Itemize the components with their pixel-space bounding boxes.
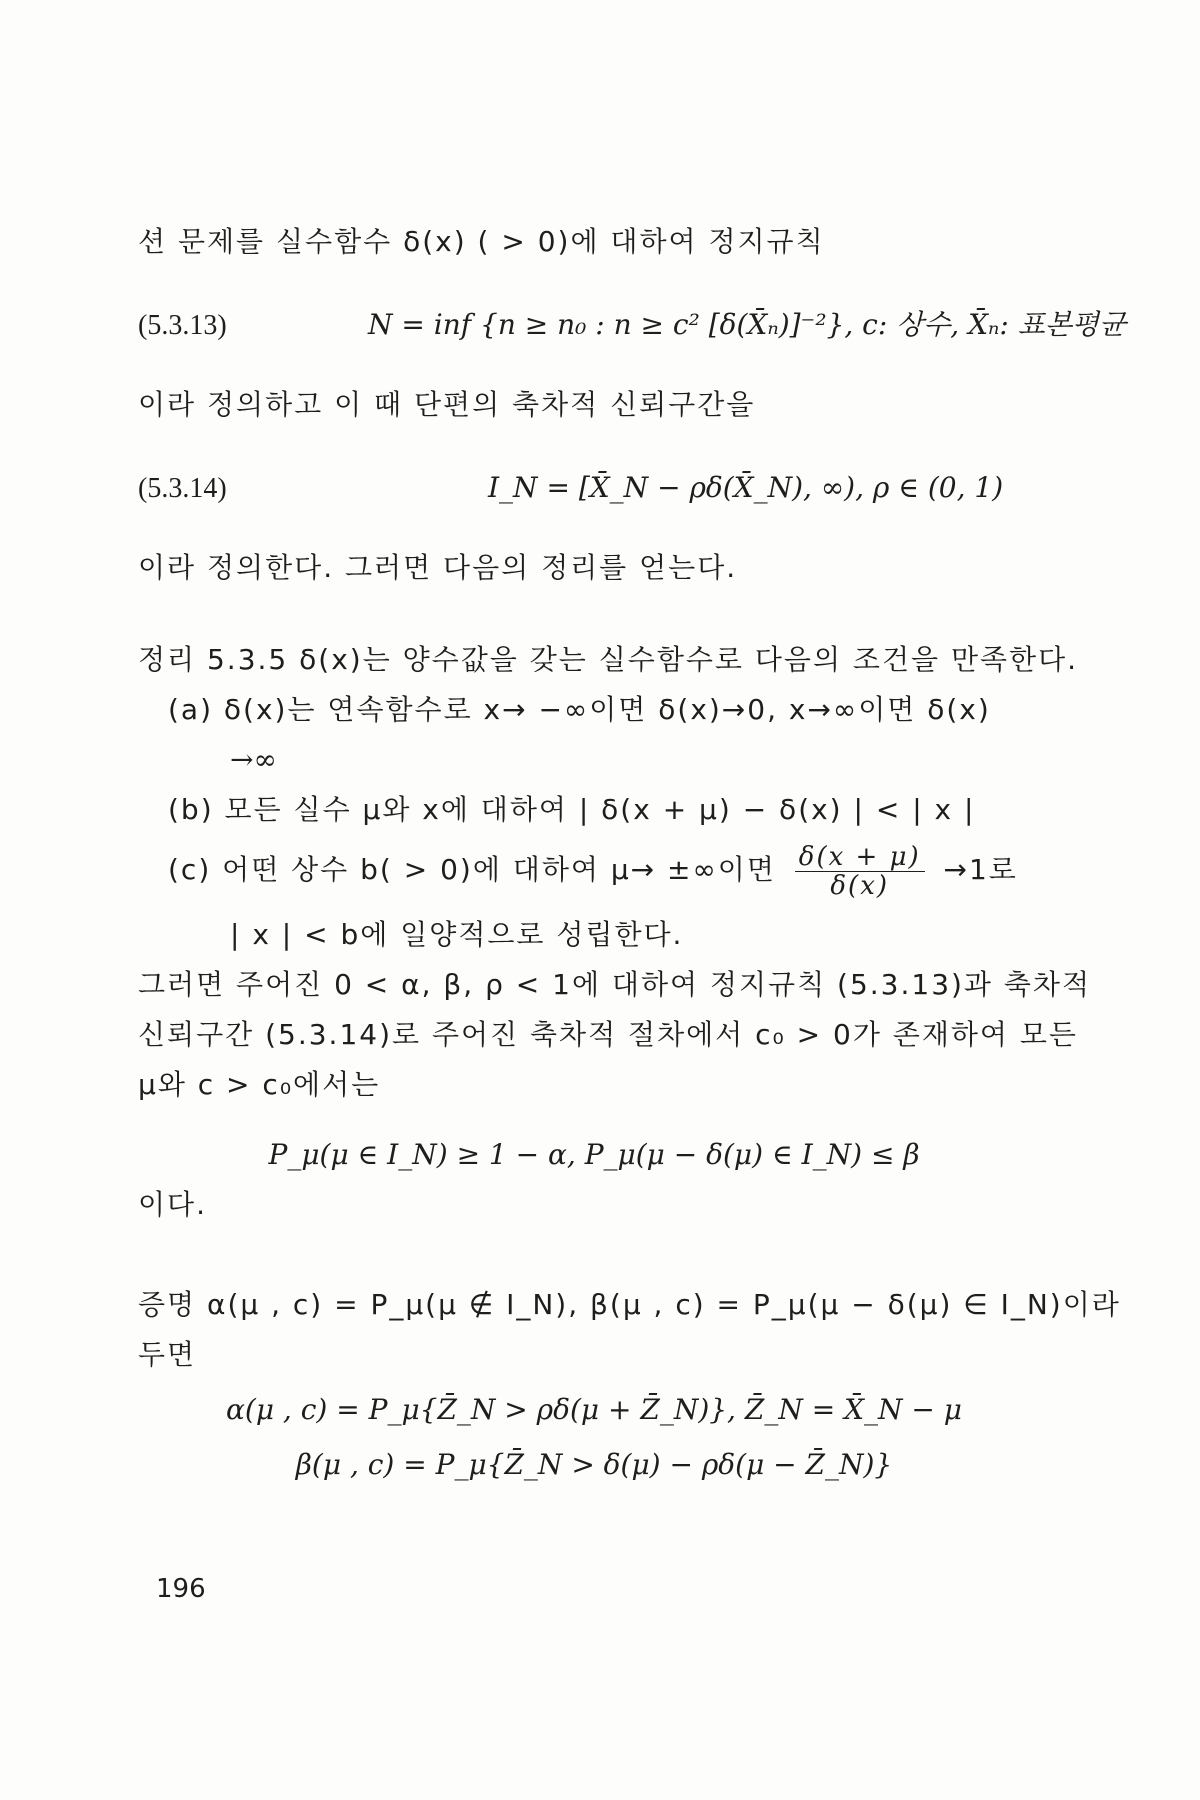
proof-line-1: 증명 α(μ , c) = P_μ(μ ∉ I_N), β(μ , c) = P_μ(μ − δ(μ) ∈ I_N)이라 — [138, 1288, 1121, 1321]
equation-beta: β(μ , c) = P_μ{Z̄_N > δ(μ) − ρδ(μ − Z̄_N)} — [295, 1448, 893, 1481]
text-line-5: 이라 정의한다. 그러면 다음의 정리를 얻는다. — [138, 551, 738, 584]
equation-body: N = inf {n ≥ n₀ : n ≥ c² [δ(X̄ₙ)]⁻²}, c: 상수, X̄ₙ: 표본평균 — [368, 308, 1126, 341]
equation-5-3-14 — [138, 468, 1050, 509]
condition-c-text: (c) 어떤 상수 b( > 0)에 대하여 μ→ ±∞이면 — [168, 853, 776, 886]
paragraph-line-4: 이다. — [138, 1188, 207, 1221]
equation-body: I_N = [X̄_N − ρδ(X̄_N), ∞), ρ ∈ (0, 1) — [488, 471, 1004, 504]
text-line-3: 이라 정의하고 이 때 단편의 축차적 신뢰구간을 — [138, 388, 756, 421]
fraction-denominator: δ(x) — [830, 870, 890, 901]
equation-5-3-13 — [138, 305, 1126, 346]
condition-b: (b) 모든 실수 μ와 x에 대하여 | δ(x + μ) − δ(x) | < | x | — [168, 793, 976, 826]
condition-a-cont: →∞ — [230, 743, 277, 776]
condition-c-cont: | x | < b에 일양적으로 성립한다. — [230, 918, 684, 951]
fraction-numerator: δ(x + μ) — [795, 843, 925, 872]
equation-probabilities: P_μ(μ ∈ I_N) ≥ 1 − α, P_μ(μ − δ(μ) ∈ I_N) ≤ β — [268, 1138, 920, 1171]
proof-line-2: 두면 — [138, 1338, 197, 1371]
paragraph-line-1: 그러면 주어진 0 < α, β, ρ < 1에 대하여 정지규칙 (5.3.13)과 축차적 — [138, 968, 1092, 1001]
text-line-1: 션 문제를 실수함수 δ(x) ( > 0)에 대하여 정지규칙 — [138, 225, 825, 258]
theorem-heading: 정리 5.3.5 δ(x)는 양수값을 갖는 실수함수로 다음의 조건을 만족한다. — [138, 643, 1079, 676]
equation-number: (5.3.14) — [138, 473, 227, 504]
equation-alpha: α(μ , c) = P_μ{Z̄_N > ρδ(μ + Z̄_N)}, Z̄_N = X̄_N − μ — [226, 1393, 962, 1426]
condition-c — [168, 840, 1050, 900]
equation-number: (5.3.13) — [138, 310, 227, 341]
page-number: 196 — [156, 1574, 206, 1604]
condition-c-tail: →1로 — [943, 853, 1018, 886]
paragraph-line-3: μ와 c > c₀에서는 — [138, 1068, 381, 1101]
condition-a: (a) δ(x)는 연속함수로 x→ −∞이면 δ(x)→0, x→∞이면 δ(x) — [168, 693, 991, 726]
fraction — [795, 843, 925, 900]
paragraph-line-2: 신뢰구간 (5.3.14)로 주어진 축차적 절차에서 c₀ > 0가 존재하여 모든 — [138, 1018, 1078, 1051]
